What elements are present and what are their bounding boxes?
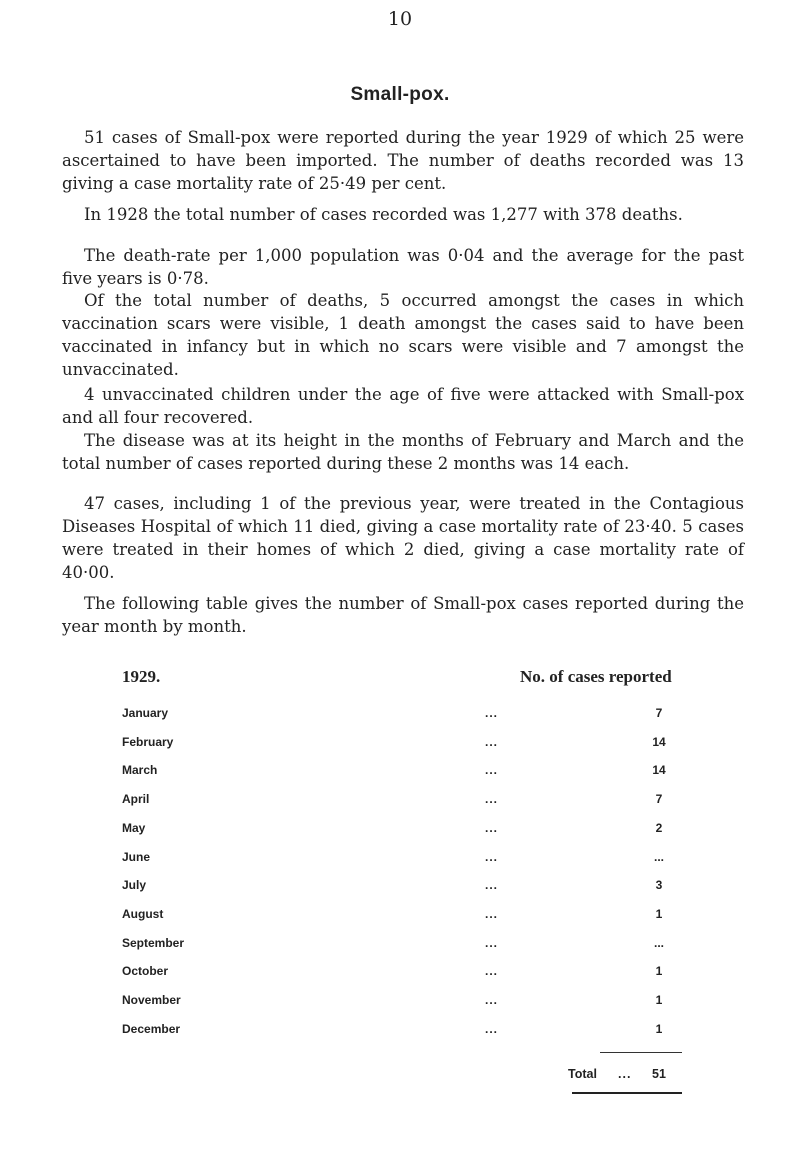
leader-dots: ... — [485, 734, 499, 749]
table-row — [0, 792, 800, 816]
total-label: Total — [568, 1067, 597, 1081]
total-value: 51 — [652, 1067, 666, 1081]
month-label: November — [122, 993, 181, 1007]
page-number: 10 — [387, 8, 413, 30]
leader-dots: ... — [485, 792, 499, 807]
case-count: ... — [653, 849, 664, 864]
month-label: April — [122, 792, 150, 807]
table-row — [0, 907, 800, 931]
month-label: December — [122, 1021, 181, 1036]
paragraph-table-intro: The following table gives the number of Small-pox cases reported during the year month by month. — [62, 594, 744, 636]
case-count: 7 — [655, 706, 663, 720]
leader-dots: ... — [485, 906, 499, 921]
month-label: February — [122, 734, 174, 749]
total-leader-dots: ... — [618, 1067, 632, 1081]
table-row — [0, 993, 800, 1017]
table-row — [0, 821, 800, 845]
leader-dots: ... — [485, 849, 499, 864]
case-count: 7 — [655, 792, 663, 807]
paragraph-peak-months: The disease was at its height in the months of February and March and the total number of cases reported during these 2 months was 14 each. — [62, 431, 744, 473]
leader-dots: ... — [485, 820, 499, 835]
month-label: March — [122, 763, 158, 778]
month-label: August — [122, 906, 164, 921]
paragraph-death-rate: The death-rate per 1,000 population was 0·04 and the average for the past five years is 0·78. — [62, 246, 744, 288]
month-label: June — [122, 849, 151, 864]
leader-dots: ... — [485, 763, 499, 778]
total-rule-bottom — [572, 1092, 682, 1094]
leader-dots: ... — [485, 1021, 499, 1036]
paragraph-hospital-treatment: 47 cases, including 1 of the previous year, were treated in the Contagious Diseases Hospital of which 11 died, giving a case mortality rate of 23·40. 5 cases were treated in their homes of which 2 died, giving a case mortality rate of 40·00. — [62, 494, 744, 582]
case-count: 14 — [652, 734, 666, 749]
table-row — [0, 850, 800, 874]
month-label: September — [122, 935, 185, 950]
case-count: 1 — [655, 906, 663, 921]
month-label: July — [122, 878, 147, 893]
paragraph-1928-comparison: In 1928 the total number of cases recorded was 1,277 with 378 deaths. — [84, 205, 683, 224]
table-row — [0, 706, 800, 730]
paragraph-unvaccinated-children: 4 unvaccinated children under the age of five were attacked with Small-pox and all four recovered. — [62, 385, 744, 427]
paragraph-case-summary: 51 cases of Small-pox were reported during the year 1929 of which 25 were ascertained to have been imported. The number of deaths recorded was 13 giving a case mortality rate of 25·49 per cent. — [62, 128, 744, 193]
table-year-header: 1929. — [122, 667, 161, 686]
leader-dots: ... — [485, 878, 499, 893]
table-row — [0, 735, 800, 759]
section-title: Small-pox. — [350, 84, 450, 105]
case-count: 2 — [655, 820, 663, 835]
case-count: 3 — [655, 878, 663, 893]
month-label: May — [122, 820, 146, 835]
paragraph-vaccination-deaths: Of the total number of deaths, 5 occurred amongst the cases in which vaccination scars were visible, 1 death amongst the cases said to have been vaccinated in infancy but in which no scars were visible and 7 amongst the unvaccinated. — [62, 291, 744, 379]
case-count: 1 — [655, 1021, 663, 1036]
leader-dots: ... — [485, 993, 499, 1007]
leader-dots: ... — [485, 964, 499, 979]
table-count-header: No. of cases reported — [520, 667, 672, 686]
table-row — [0, 964, 800, 988]
month-label: January — [122, 706, 169, 720]
leader-dots: ... — [485, 706, 499, 720]
case-count: ... — [653, 935, 664, 950]
case-count: 14 — [652, 763, 666, 778]
leader-dots: ... — [485, 935, 499, 950]
total-rule-top — [600, 1052, 682, 1053]
table-row — [0, 878, 800, 902]
table-row — [0, 1022, 800, 1046]
case-count: 1 — [655, 993, 663, 1007]
case-count: 1 — [655, 964, 663, 979]
table-row — [0, 936, 800, 960]
month-label: October — [122, 964, 169, 979]
table-row — [0, 763, 800, 787]
